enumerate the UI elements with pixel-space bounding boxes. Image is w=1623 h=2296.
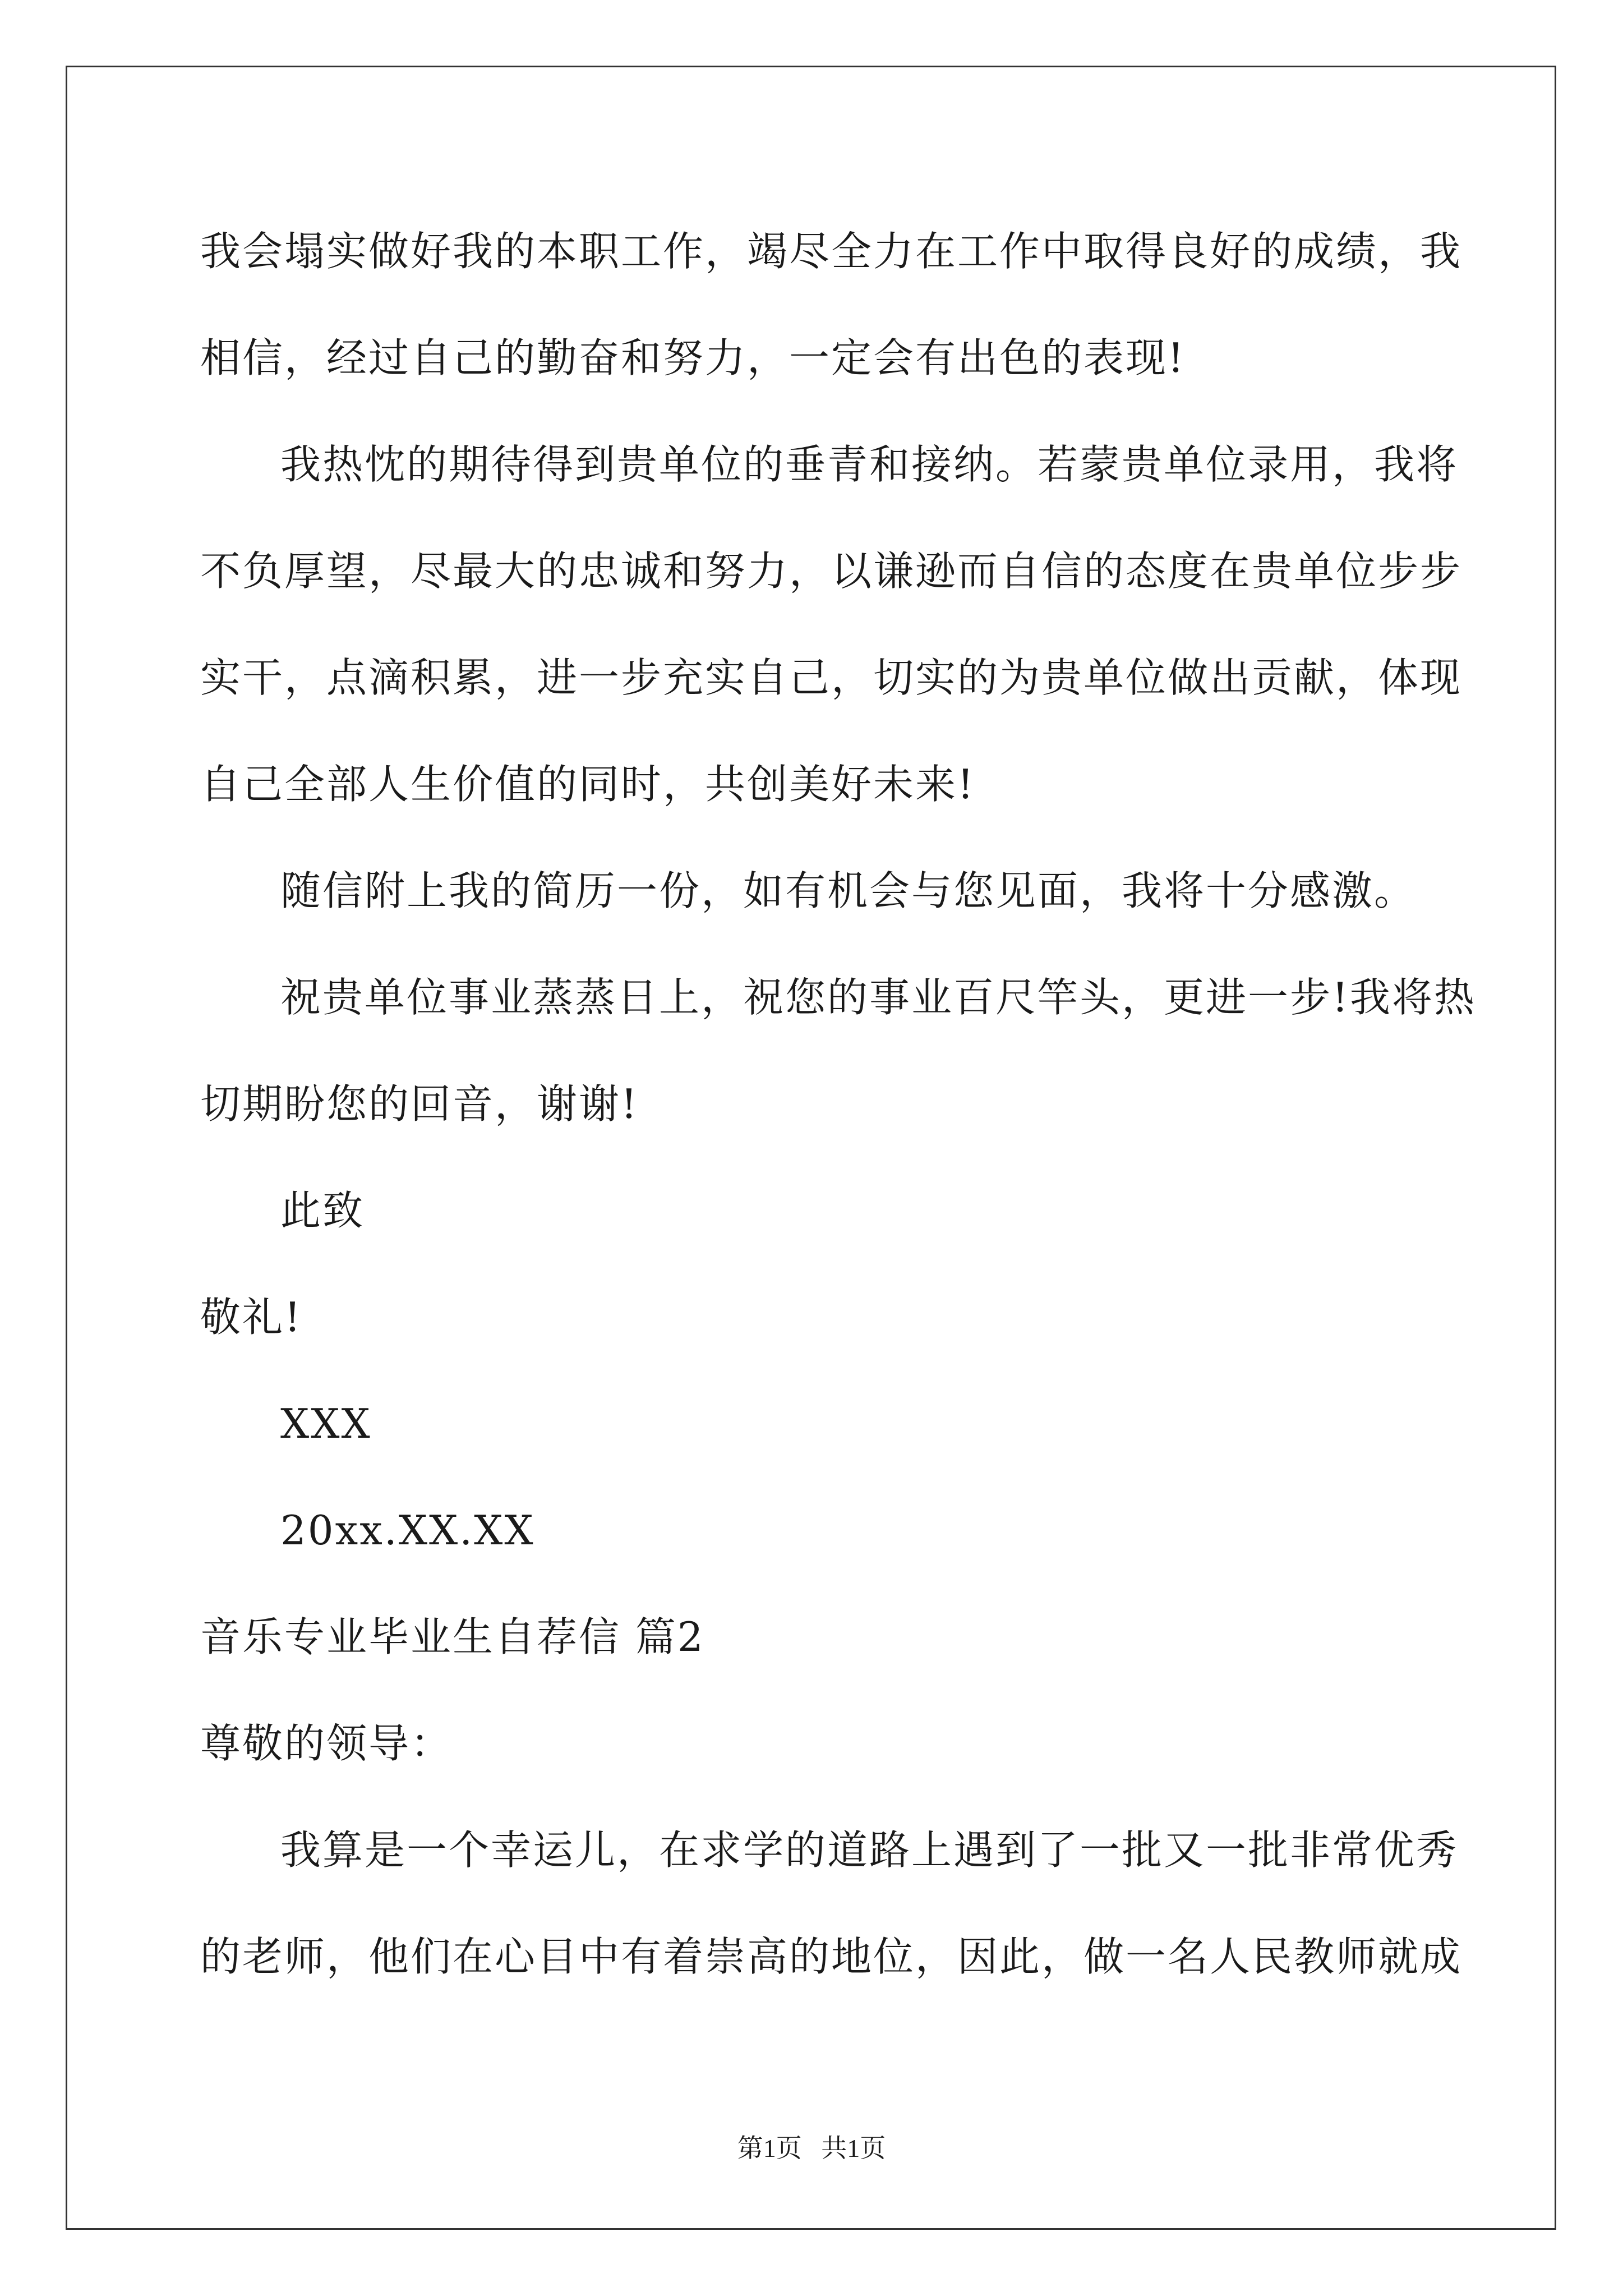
body-line-4: 不负厚望，尽最大的忠诚和努力，以谦逊而自信的态度在贵单位步步 bbox=[200, 547, 1463, 595]
body-line-6: 自己全部人生价值的同时，共创美好未来! bbox=[200, 761, 975, 808]
body-line-16: 我算是一个幸运儿，在求学的道路上遇到了一批又一批非常优秀 bbox=[280, 1826, 1459, 1874]
signature-name: XXX bbox=[280, 1400, 372, 1447]
signature-date: 20xx.XX.XX bbox=[280, 1507, 535, 1554]
page-footer: 第1页 共1页 bbox=[737, 2134, 886, 2162]
section-heading: 音乐专业毕业生自荐信 篇2 bbox=[200, 1613, 705, 1660]
body-line-7: 随信附上我的简历一份，如有机会与您见面，我将十分感激。 bbox=[280, 867, 1417, 914]
body-line-5: 实干，点滴积累，进一步充实自己，切实的为贵单位做出贡献，体现 bbox=[200, 654, 1463, 701]
page-border bbox=[66, 66, 1556, 2230]
body-line-17: 的老师，他们在心目中有着崇高的地位，因此，做一名人民教师就成 bbox=[200, 1933, 1463, 1980]
body-line-3: 我热忱的期待得到贵单位的垂青和接纳。若蒙贵单位录用，我将 bbox=[280, 441, 1459, 488]
body-line-9: 切期盼您的回音，谢谢! bbox=[200, 1080, 639, 1128]
closing-regards: 敬礼! bbox=[200, 1294, 302, 1341]
body-line-2: 相信，经过自己的勤奋和努力，一定会有出色的表现! bbox=[200, 334, 1186, 381]
greeting: 尊敬的领导： bbox=[200, 1720, 453, 1767]
body-line-8: 祝贵单位事业蒸蒸日上，祝您的事业百尺竿头，更进一步!我将热 bbox=[280, 974, 1476, 1021]
closing-salutation: 此致 bbox=[280, 1187, 365, 1234]
body-line-1: 我会塌实做好我的本职工作，竭尽全力在工作中取得良好的成绩，我 bbox=[200, 228, 1463, 275]
